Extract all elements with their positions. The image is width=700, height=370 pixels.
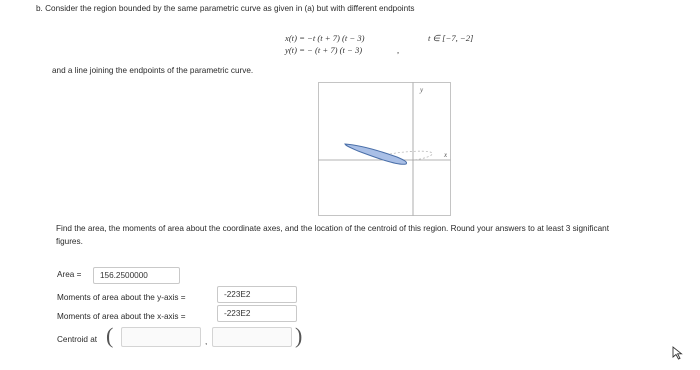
centroid-label: Centroid at bbox=[57, 335, 98, 344]
instructions-line-1: Find the area, the moments of area about the coordinate axes, and the location of the centroid of this region. Round your answers to at least 3 significant bbox=[56, 224, 609, 233]
centroid-close-paren: ) bbox=[295, 323, 303, 348]
equation-comma: , bbox=[397, 45, 400, 55]
t-range: t ∈ [−7, −2] bbox=[428, 33, 474, 43]
centroid-comma: , bbox=[205, 337, 208, 346]
moment-x-input[interactable]: -223E2 bbox=[217, 305, 297, 322]
x-equation: x(t) = −t (t + 7) (t − 3) bbox=[285, 33, 365, 43]
area-label: Area = bbox=[57, 270, 82, 279]
centroid-x-input[interactable] bbox=[121, 327, 201, 347]
centroid-open-paren: ( bbox=[106, 323, 114, 348]
area-input[interactable]: 156.2500000 bbox=[93, 267, 180, 284]
region-graph bbox=[318, 82, 451, 216]
moment-y-label: Moments of area about the y-axis = bbox=[57, 293, 186, 302]
line-description: and a line joining the endpoints of the parametric curve. bbox=[52, 66, 254, 75]
mouse-cursor-icon bbox=[672, 346, 684, 360]
moment-y-input[interactable]: -223E2 bbox=[217, 286, 297, 303]
question-intro: b. Consider the region bounded by the same parametric curve as given in (a) but with different endpoints bbox=[36, 4, 415, 13]
moment-x-label: Moments of area about the x-axis = bbox=[57, 312, 186, 321]
centroid-y-input[interactable] bbox=[212, 327, 292, 347]
instructions-line-2: figures. bbox=[56, 237, 83, 246]
y-equation: y(t) = − (t + 7) (t − 3) bbox=[285, 45, 363, 55]
y-axis-label: y bbox=[420, 86, 424, 94]
x-axis-label: x bbox=[444, 151, 448, 159]
graph-frame bbox=[319, 83, 451, 216]
